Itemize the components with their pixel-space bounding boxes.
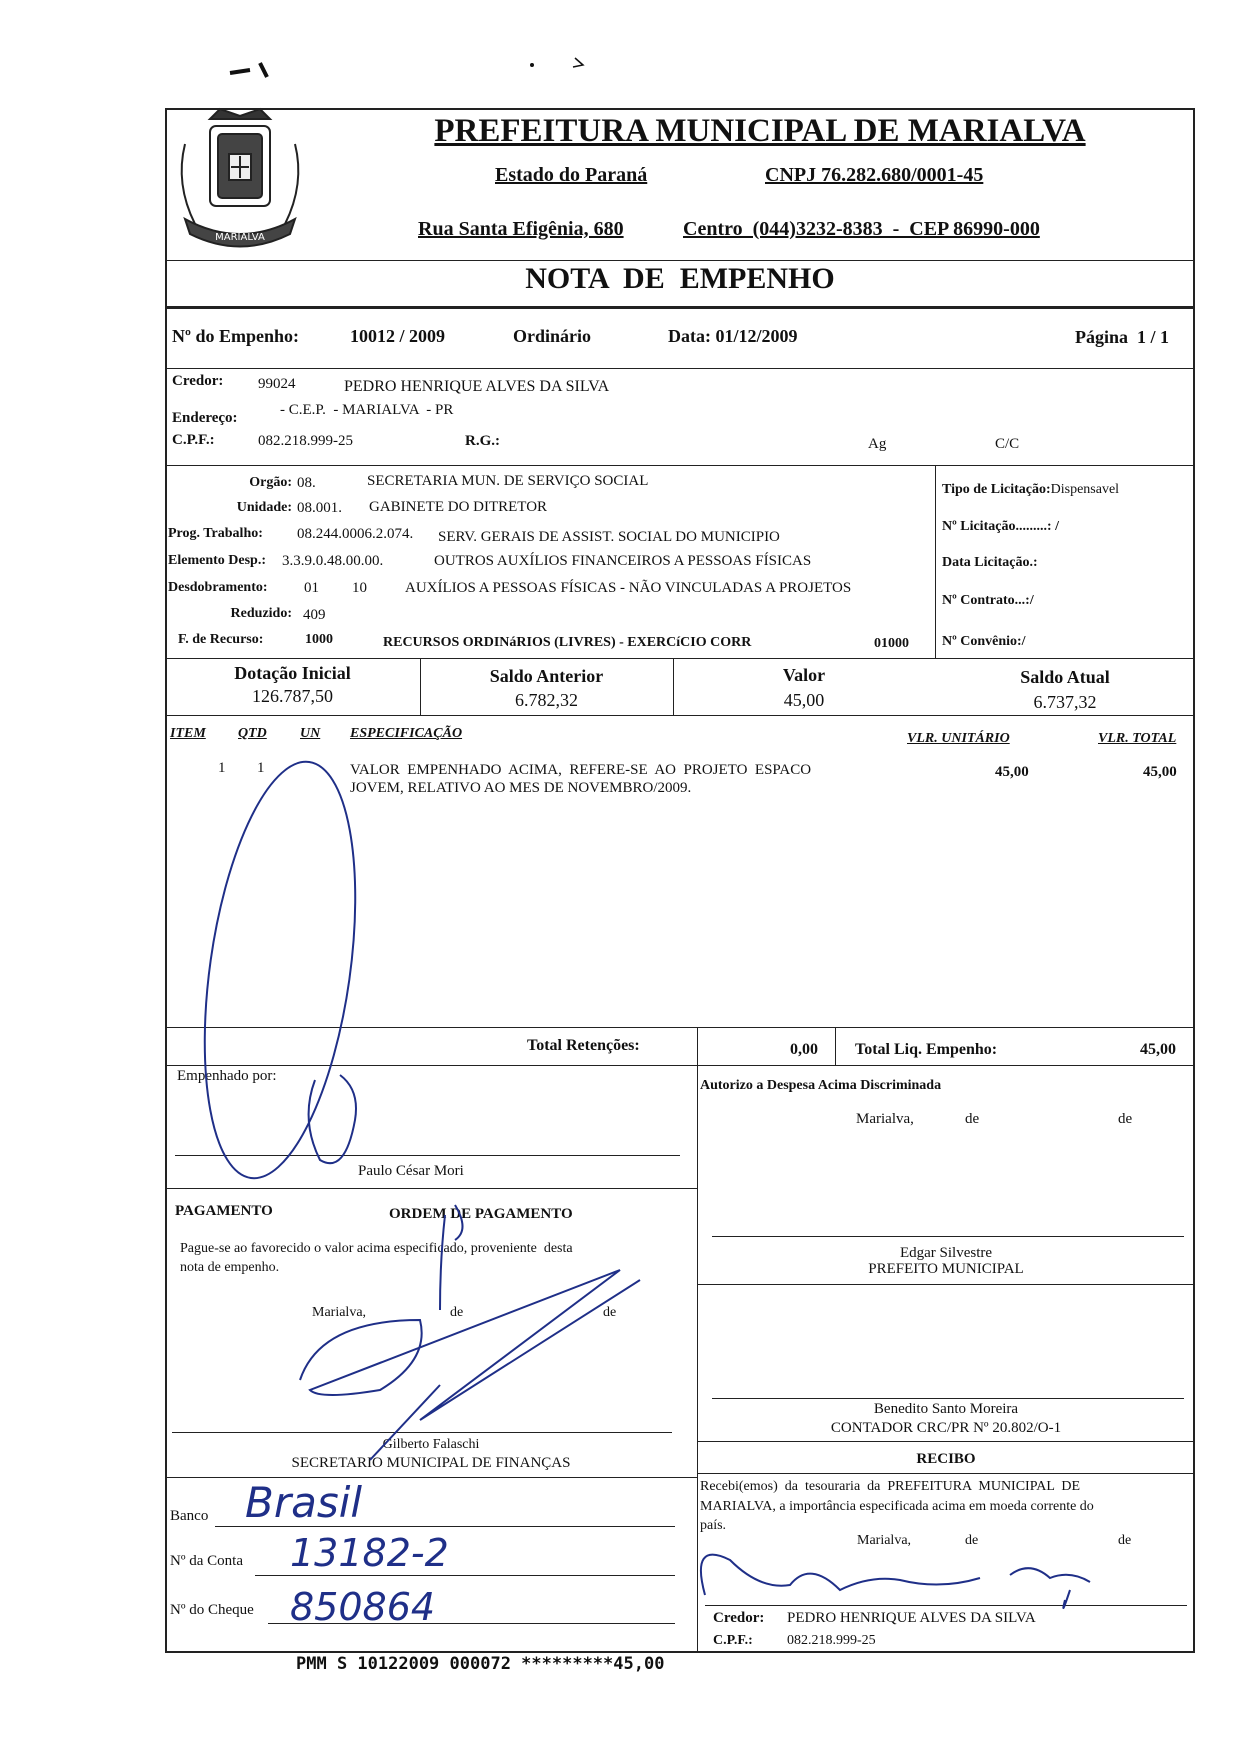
ag-label: Ag	[868, 436, 887, 452]
elemento-name: OUTROS AUXÍLIOS FINANCEIROS A PESSOAS FÍSICAS	[434, 553, 812, 569]
recibo-cpf-label: C.P.F.:	[713, 1633, 753, 1648]
unidade-label: Unidade:	[236, 500, 292, 515]
empenhado-label: Empenhado por:	[177, 1068, 277, 1084]
pagamento-de1: de	[450, 1305, 464, 1320]
prefeito-role: PREFEITO MUNICIPAL	[868, 1261, 1024, 1277]
financas-name: Gilberto Falaschi	[382, 1437, 480, 1452]
empenho-date: Data: 01/12/2009	[668, 326, 798, 346]
state-label: Estado do Paraná	[495, 164, 648, 186]
recibo-text-line3: país.	[700, 1518, 727, 1533]
col-vlr-unit-header: VLR. UNITÁRIO	[907, 731, 1010, 746]
pagamento-label: PAGAMENTO	[175, 1203, 273, 1219]
prog-label: Prog. Trabalho:	[168, 526, 263, 541]
row-espec-line1: VALOR EMPENHADO ACIMA, REFERE-SE AO PROJETO ESPACO	[350, 762, 812, 778]
licitacao-tipo-value: Dispensavel	[1050, 482, 1120, 497]
conta-value: 13182-2	[290, 1531, 449, 1575]
saldo-anterior-value: 6.782,32	[515, 690, 578, 710]
recibo-de1: de	[965, 1533, 979, 1548]
prog-code: 08.244.0006.2.074.	[297, 526, 414, 542]
cnpj-label: CNPJ 76.282.680/0001-45	[765, 164, 984, 186]
cheque-label: Nº do Cheque	[170, 1602, 254, 1618]
recibo-title: RECIBO	[916, 1451, 976, 1467]
valor-value: 45,00	[783, 690, 825, 710]
col-un-header: UN	[300, 726, 321, 741]
elemento-code: 3.3.9.0.48.00.00.	[282, 553, 384, 569]
footer-code: PMM S 10122009 000072 *********45,00	[296, 1654, 665, 1674]
autorizo-label: Autorizo a Despesa Acima Discriminada	[700, 1078, 942, 1093]
desdobramento-b: 10	[352, 580, 367, 596]
scan-marks-icon	[225, 55, 605, 85]
contador-name: Benedito Santo Moreira	[873, 1401, 1019, 1417]
desdobramento-label: Desdobramento:	[168, 580, 268, 595]
contact-label: Centro (044)3232-8383 - CEP 86990-000	[683, 218, 1040, 240]
saldo-atual-label: Saldo Atual	[1020, 667, 1110, 687]
empenho-type: Ordinário	[513, 326, 592, 346]
empenho-number: 10012 / 2009	[350, 326, 446, 346]
orgao-name: SECRETARIA MUN. DE SERVIÇO SOCIAL	[367, 473, 649, 489]
recibo-de2: de	[1118, 1533, 1132, 1548]
row-qtd: 1	[257, 760, 265, 776]
banco-value: Brasil	[245, 1478, 363, 1527]
recibo-text-line1: Recebi(emos) da tesouraria da PREFEITURA MUNICIPAL DE	[700, 1479, 1081, 1494]
recibo-place: Marialva,	[857, 1533, 912, 1548]
licitacao-convenio: Nº Convênio:/	[942, 634, 1026, 649]
elemento-label: Elemento Desp.:	[168, 553, 266, 568]
prefeito-name: Edgar Silvestre	[899, 1245, 993, 1261]
pagamento-de2: de	[603, 1305, 617, 1320]
autorizo-de2: de	[1118, 1111, 1133, 1127]
col-vlr-total-header: VLR. TOTAL	[1098, 731, 1177, 746]
unidade-code: 08.001.	[297, 500, 342, 516]
licitacao-data: Data Licitação.:	[942, 555, 1038, 570]
recurso-label: F. de Recurso:	[178, 632, 264, 647]
cpf-value: 082.218.999-25	[258, 433, 353, 449]
retencoes-label: Total Retenções:	[527, 1037, 640, 1054]
endereco-label: Endereço:	[172, 410, 238, 426]
banco-label: Banco	[170, 1508, 209, 1524]
recurso-suffix: 01000	[874, 636, 909, 651]
orgao-label: Orgão:	[249, 475, 292, 490]
contador-role: CONTADOR CRC/PR Nº 20.802/O-1	[830, 1420, 1062, 1436]
saldo-atual-value: 6.737,32	[1033, 692, 1097, 712]
document-title: NOTA DE EMPENHO	[525, 262, 835, 295]
endereco-value: - C.E.P. - MARIALVA - PR	[280, 402, 454, 418]
credor-name: PEDRO HENRIQUE ALVES DA SILVA	[344, 378, 610, 395]
recibo-credor-label: Credor:	[713, 1610, 765, 1626]
saldo-anterior-label: Saldo Anterior	[489, 666, 604, 686]
recibo-cpf-value: 082.218.999-25	[787, 1633, 876, 1648]
unidade-name: GABINETE DO DITRETOR	[369, 499, 548, 515]
row-vlr-unit: 45,00	[995, 764, 1029, 780]
pagamento-text-line2: nota de empenho.	[180, 1260, 280, 1275]
svg-text:MARIALVA: MARIALVA	[215, 232, 265, 243]
row-item: 1	[218, 760, 226, 776]
reduzido-label: Reduzido:	[230, 606, 292, 621]
empenhado-name: Paulo César Mori	[358, 1163, 464, 1179]
cheque-value: 850864	[290, 1585, 436, 1629]
ordem-pagamento-label: ORDEM DE PAGAMENTO	[389, 1206, 573, 1222]
recibo-text-line2: MARIALVA, a importância especificada acima em moeda corrente do	[700, 1499, 1094, 1514]
page-number: Página 1 / 1	[1075, 327, 1170, 347]
autorizo-de1: de	[965, 1111, 980, 1127]
reduzido-value: 409	[303, 607, 326, 623]
autorizo-place: Marialva,	[856, 1111, 914, 1127]
credor-label: Credor:	[172, 373, 224, 389]
recibo-credor-name: PEDRO HENRIQUE ALVES DA SILVA	[787, 1610, 1036, 1626]
liq-empenho-value: 45,00	[1140, 1041, 1176, 1058]
row-vlr-total: 45,00	[1143, 764, 1177, 780]
recurso-name: RECURSOS ORDINáRIOS (LIVRES) - EXERCíCIO CORR	[383, 635, 752, 650]
col-qtd-header: QTD	[238, 726, 267, 741]
pagamento-place: Marialva,	[312, 1305, 367, 1320]
prog-name: SERV. GERAIS DE ASSIST. SOCIAL DO MUNICIPIO	[438, 529, 780, 545]
cpf-label: C.P.F.:	[172, 432, 215, 448]
desdobramento-a: 01	[304, 580, 319, 596]
cc-label: C/C	[995, 436, 1020, 452]
conta-label: Nº da Conta	[170, 1553, 243, 1569]
licitacao-contrato: Nº Contrato...:/	[942, 593, 1034, 608]
col-item-header: ITEM	[170, 726, 206, 741]
desdobramento-name: AUXÍLIOS A PESSOAS FÍSICAS - NÃO VINCULADAS A PROJETOS	[405, 580, 852, 596]
empenho-number-label: Nº do Empenho:	[172, 326, 299, 346]
credor-code: 99024	[258, 376, 296, 392]
retencoes-value: 0,00	[790, 1041, 818, 1058]
rg-label: R.G.:	[465, 433, 500, 449]
col-espec-header: ESPECIFICAÇÃO	[350, 726, 463, 741]
financas-role: SECRETARIO MUNICIPAL DE FINANÇAS	[291, 1455, 571, 1471]
page-title: PREFEITURA MUNICIPAL DE MARIALVA	[434, 113, 1086, 149]
address-label: Rua Santa Efigênia, 680	[418, 218, 624, 240]
recurso-code: 1000	[305, 632, 333, 647]
pagamento-text-line1: Pague-se ao favorecido o valor acima especificado, proveniente desta	[180, 1241, 573, 1256]
liq-empenho-label: Total Liq. Empenho:	[855, 1041, 998, 1058]
orgao-code: 08.	[297, 475, 316, 491]
licitacao-tipo-label-text: Tipo de Licitação:	[942, 482, 1051, 497]
licitacao-numero: Nº Licitação.........: /	[942, 519, 1059, 534]
dotacao-value: 126.787,50	[252, 686, 333, 706]
dotacao-label: Dotação Inicial	[234, 663, 351, 683]
row-espec-line2: JOVEM, RELATIVO AO MES DE NOVEMBRO/2009.	[350, 780, 692, 796]
valor-label: Valor	[782, 665, 826, 685]
